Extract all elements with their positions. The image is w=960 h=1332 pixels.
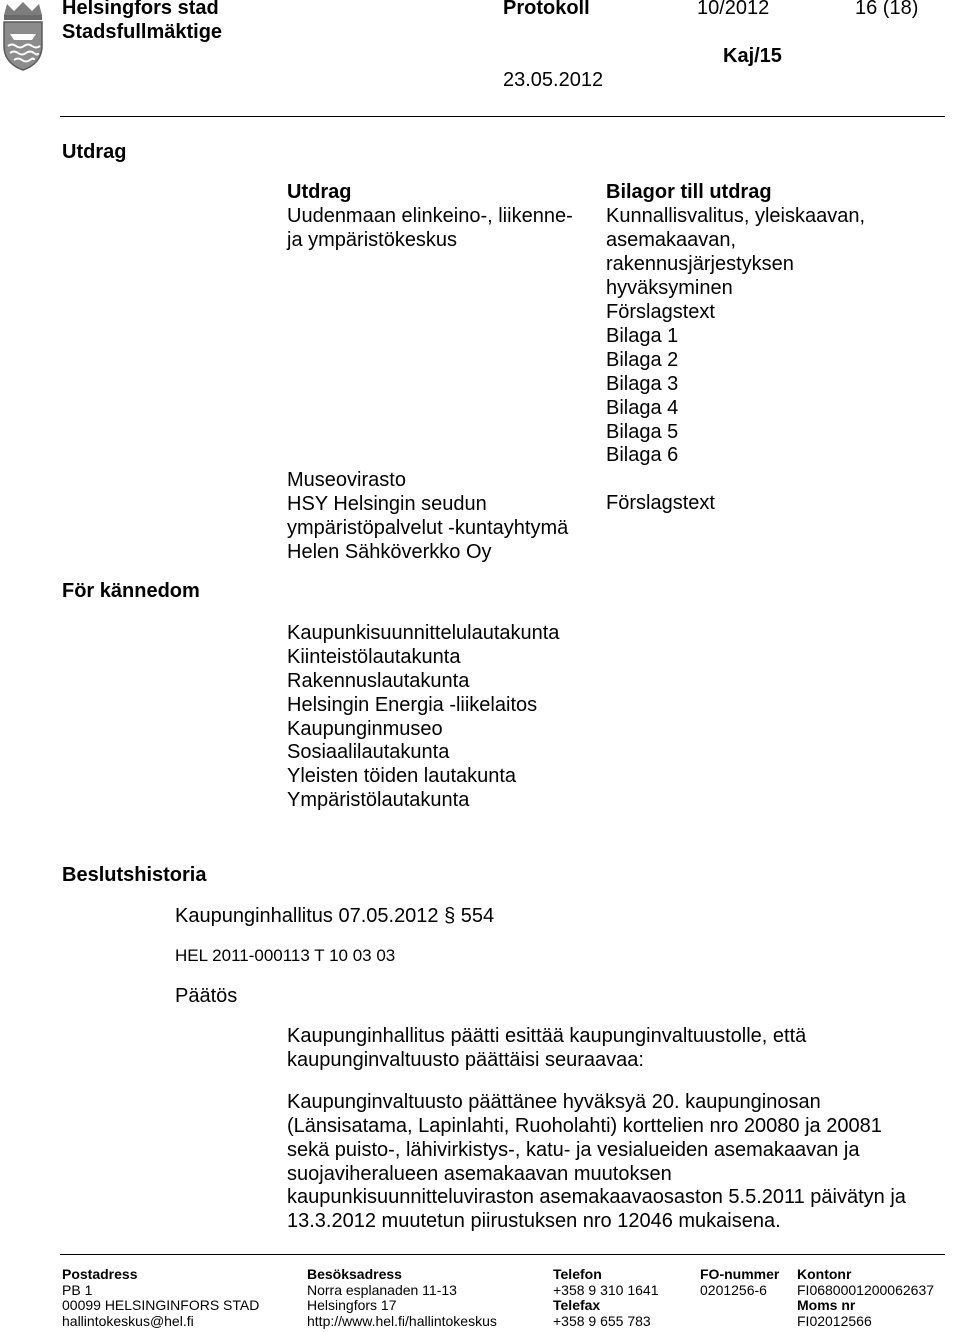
footer-visiting-line: Helsingfors 17 xyxy=(307,1297,397,1313)
recipient-line: Museovirasto xyxy=(287,469,406,491)
recipient-line: ja ympäristökeskus xyxy=(287,229,458,251)
attachment-line: Bilaga 2 xyxy=(606,349,679,371)
proposal-line: Kaupunginhallitus päätti esittää kaupunginvaltuustolle, että xyxy=(287,1025,807,1047)
recipient-line: Helen Sähköverkko Oy xyxy=(287,541,492,563)
record-id: HEL 2011-000113 T 10 03 03 xyxy=(175,946,396,965)
footer-account-label: Kontonr xyxy=(797,1266,852,1282)
page-number: 16 (18) xyxy=(855,0,919,19)
footer-visiting-label: Besöksadress xyxy=(307,1266,402,1282)
meeting-reference: Kaupunginhallitus 07.05.2012 § 554 xyxy=(175,905,495,927)
footer-fax-value: +358 9 655 783 xyxy=(553,1313,651,1329)
recipient-line: HSY Helsingin seudun xyxy=(287,493,487,515)
info-recipient: Kaupunginmuseo xyxy=(287,718,443,740)
footer-visiting-line: Norra esplanaden 11-13 xyxy=(307,1282,457,1298)
footer-postal-line: PB 1 xyxy=(62,1282,93,1298)
footer-email-link[interactable]: hallintokeskus@hel.fi xyxy=(62,1313,194,1329)
decision-line: suojaviheralueen asemakaavan muutoksen xyxy=(287,1163,672,1185)
case-ref: Kaj/15 xyxy=(723,45,782,67)
info-recipient: Helsingin Energia -liikelaitos xyxy=(287,694,538,716)
attachment-line: Kunnallisvalitus, yleiskaavan, xyxy=(606,205,866,227)
helsinki-coat-of-arms-icon xyxy=(0,0,46,72)
footer-account-value: FI0680001200062637 xyxy=(797,1282,935,1298)
attachment-line: Bilaga 1 xyxy=(606,325,679,347)
attachment-line: Bilaga 5 xyxy=(606,421,679,443)
info-recipient: Rakennuslautakunta xyxy=(287,670,470,692)
footer-business-id-value: 0201256-6 xyxy=(700,1282,767,1298)
footer-business-id-label: FO-nummer xyxy=(700,1266,780,1282)
footer-divider xyxy=(60,1254,945,1255)
attachment-line: Bilaga 3 xyxy=(606,373,679,395)
body-name: Stadsfullmäktige xyxy=(62,21,223,43)
footer-fax-label: Telefax xyxy=(553,1297,601,1313)
decision-line: 13.3.2012 muutetun piirustuksen nro 12046 mukaisena. xyxy=(287,1210,781,1232)
info-recipient: Kiinteistölautakunta xyxy=(287,646,461,668)
attachment-line: Bilaga 4 xyxy=(606,397,679,419)
attachment-line: Förslagstext xyxy=(606,301,715,323)
section-heading-for-information: För kännedom xyxy=(62,580,200,602)
attachments-heading: Bilagor till utdrag xyxy=(606,181,772,203)
decision-line: Kaupunginvaltuusto päättänee hyväksyä 20. kaupunginosan xyxy=(287,1091,821,1113)
attachment-line: hyväksyminen xyxy=(606,277,733,299)
doc-type: Protokoll xyxy=(503,0,590,19)
decision-line: kaupunkisuunnitteluviraston asemakaavaosaston 5.5.2011 päivätyn ja xyxy=(287,1186,906,1208)
decision-line: (Länsisatama, Lapinlahti, Ruoholahti) korttelien nro 20080 ja 20081 xyxy=(287,1115,882,1137)
info-recipient: Kaupunkisuunnittelulautakunta xyxy=(287,622,560,644)
header-divider xyxy=(60,116,945,117)
protocol-number: 10/2012 xyxy=(697,0,770,19)
recipients-heading: Utdrag xyxy=(287,181,352,203)
footer-postal-line: 00099 HELSINGINFORS STAD xyxy=(62,1297,260,1313)
section-heading-extract: Utdrag xyxy=(62,141,127,163)
footer-phone-value: +358 9 310 1641 xyxy=(553,1282,659,1298)
footer-vat-value: FI02012566 xyxy=(797,1313,872,1329)
footer-postal-label: Postadress xyxy=(62,1266,138,1282)
proposal-line: kaupunginvaltuusto päättäisi seuraavaa: xyxy=(287,1049,644,1071)
meeting-date: 23.05.2012 xyxy=(503,69,604,91)
attachment-line: asemakaavan, xyxy=(606,229,737,251)
recipient-line: Uudenmaan elinkeino-, liikenne- xyxy=(287,205,573,227)
recipient-line: ympäristöpalvelut -kuntayhtymä xyxy=(287,517,569,539)
attachment-line: Förslagstext xyxy=(606,492,715,514)
section-heading-decision-history: Beslutshistoria xyxy=(62,864,207,886)
footer-website-link[interactable]: http://www.hel.fi/hallintokeskus xyxy=(307,1313,497,1329)
decision-line: sekä puisto-, lähivirkistys-, katu- ja vesialueiden asemakaavan ja xyxy=(287,1139,860,1161)
info-recipient: Sosiaalilautakunta xyxy=(287,741,450,763)
attachment-line: Bilaga 6 xyxy=(606,444,679,466)
info-recipient: Ympäristölautakunta xyxy=(287,789,470,811)
org-name: Helsingfors stad xyxy=(62,0,219,19)
decision-label: Päätös xyxy=(175,985,238,1007)
info-recipient: Yleisten töiden lautakunta xyxy=(287,765,517,787)
footer-vat-label: Moms nr xyxy=(797,1297,856,1313)
attachment-line: rakennusjärjestyksen xyxy=(606,253,794,275)
footer-phone-label: Telefon xyxy=(553,1266,602,1282)
